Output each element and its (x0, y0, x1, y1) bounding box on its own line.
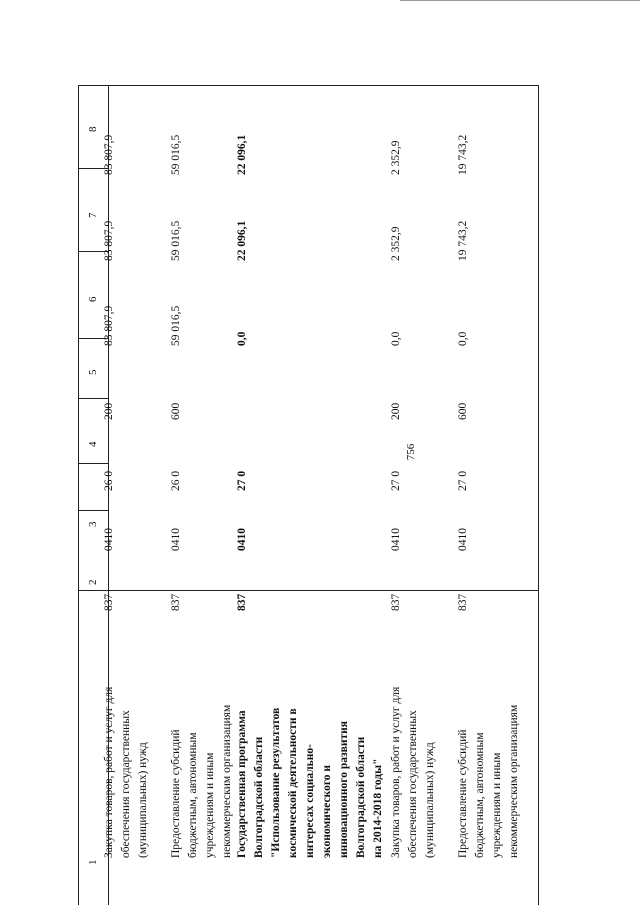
row-value-col-4: 27 0 (457, 470, 469, 491)
row-name-line: Закупка товаров, работ и услуг для (103, 686, 115, 858)
column-header-7: 7 (87, 212, 99, 218)
row-value-col-7: 2 352,9 (390, 226, 402, 261)
row-value-col-2: 837 (390, 593, 402, 611)
row-value-col-2: 837 (236, 593, 248, 611)
row-name-line: интересах социально- (304, 744, 316, 858)
row-name-line: на 2014-2018 годы" (372, 758, 384, 858)
row-value-col-4: 26 0 (170, 470, 182, 491)
row-name-line: бюджетным, автономным (474, 732, 486, 858)
column-header-8: 8 (87, 126, 99, 132)
row-value-col-5: 600 (457, 402, 469, 420)
column-separator-4 (78, 463, 108, 464)
column-header-3: 3 (87, 521, 99, 527)
row-value-col-4: 26 0 (103, 470, 115, 491)
row-name-line: инновационного развития (338, 721, 350, 858)
page-number: 756 (405, 443, 417, 461)
row-name-line: Государственная программа (236, 710, 248, 858)
row-value-col-7: 19 743,2 (457, 220, 469, 261)
row-name-line: экономического и (321, 764, 333, 858)
row-name-line: Волгоградской области (253, 736, 265, 858)
column-header-2: 2 (87, 579, 99, 585)
row-name-line: учреждениям и иным (204, 752, 216, 858)
row-name-line: Предоставление субсидий (457, 729, 469, 858)
row-name-line: обеспечения государственных (407, 710, 419, 858)
row-value-col-6: 59 016,5 (170, 305, 182, 346)
row-name-line: "Использование результатов (270, 707, 282, 858)
row-value-col-3: 0410 (236, 528, 248, 551)
row-value-col-6: 83 807,9 (103, 305, 115, 346)
row-name-line: некоммерческим организациям (508, 704, 520, 858)
row-value-col-2: 837 (103, 593, 115, 611)
column-header-5: 5 (87, 369, 99, 375)
column-separator-2 (78, 590, 538, 591)
row-value-col-8: 2 352,9 (390, 140, 402, 175)
row-value-col-7: 22 096,1 (236, 220, 248, 261)
row-value-col-7: 83 807,9 (103, 220, 115, 261)
row-name-line: обеспечения государственных (120, 710, 132, 858)
row-value-col-3: 0410 (170, 528, 182, 551)
row-value-col-4: 27 0 (390, 470, 402, 491)
row-value-col-3: 0410 (457, 528, 469, 551)
row-value-col-6: 0,0 (457, 331, 469, 346)
row-value-col-7: 59 016,5 (170, 220, 182, 261)
table-top-border (78, 85, 79, 905)
row-value-col-2: 837 (457, 593, 469, 611)
table-border-right (78, 85, 538, 86)
row-value-col-8: 22 096,1 (236, 134, 248, 175)
row-name-line: Закупка товаров, работ и услуг для (390, 686, 402, 858)
row-value-col-6: 0,0 (236, 331, 248, 346)
row-value-col-6: 0,0 (390, 331, 402, 346)
column-header-6: 6 (87, 296, 99, 302)
row-name-line: (муниципальных) нужд (424, 742, 436, 858)
column-separator-5 (78, 398, 108, 399)
row-value-col-2: 837 (170, 593, 182, 611)
column-header-1: 1 (87, 859, 99, 865)
row-value-col-8: 83 807,9 (103, 134, 115, 175)
row-value-col-3: 0410 (103, 528, 115, 551)
row-name-line: (муниципальных) нужд (137, 742, 149, 858)
row-name-line: некоммерческим организациям (221, 704, 233, 858)
table-bottom-border (538, 85, 539, 905)
row-value-col-5: 200 (103, 402, 115, 420)
row-name-line: бюджетным, автономным (187, 732, 199, 858)
column-separator-3 (78, 510, 108, 511)
row-name-line: космической деятельности в (287, 708, 299, 858)
row-value-col-5: 600 (170, 402, 182, 420)
row-name-line: учреждениям и иным (491, 752, 503, 858)
row-value-col-3: 0410 (390, 528, 402, 551)
column-header-4: 4 (87, 441, 99, 447)
row-name-line: Волгоградской области (355, 736, 367, 858)
row-value-col-5: 200 (390, 402, 402, 420)
row-value-col-4: 27 0 (236, 470, 248, 491)
row-value-col-8: 19 743,2 (457, 134, 469, 175)
row-name-line: Предоставление субсидий (170, 729, 182, 858)
row-value-col-8: 59 016,5 (170, 134, 182, 175)
